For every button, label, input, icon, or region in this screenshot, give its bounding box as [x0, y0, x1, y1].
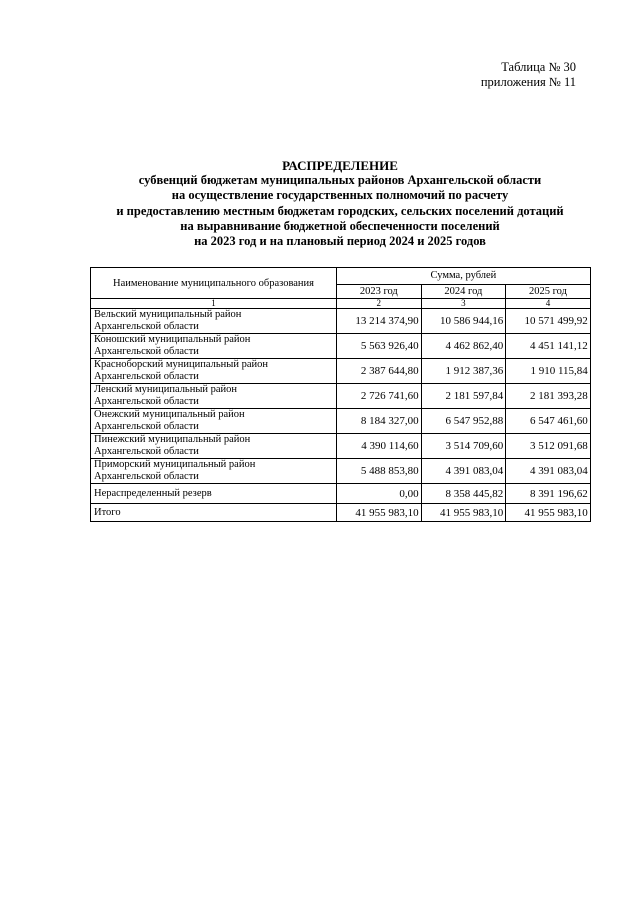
municipality-name-line1: Ленский муниципальный район	[94, 384, 238, 395]
document-title	[80, 158, 600, 249]
amount-2023: 5 563 926,40	[337, 334, 422, 359]
column-index: 2	[337, 299, 422, 309]
municipality-name	[91, 434, 337, 459]
amount-2025: 1 910 115,84	[506, 359, 591, 384]
table-row	[91, 384, 591, 409]
municipality-name-line1: Онежский муниципальный район	[94, 409, 245, 420]
amount-2024: 4 462 862,40	[421, 334, 506, 359]
appendix-table-number: Таблица № 30	[501, 60, 576, 74]
amount-2025: 3 512 091,68	[506, 434, 591, 459]
reserve-name: Нераспределенный резерв	[91, 484, 337, 504]
column-index: 4	[506, 299, 591, 309]
amount-2025: 4 451 141,12	[506, 334, 591, 359]
amount-2024: 4 391 083,04	[421, 459, 506, 484]
municipality-name-line2: Архангельской области	[94, 421, 199, 432]
municipality-name-line1: Пинежский муниципальный район	[94, 434, 251, 445]
amount-2023: 2 726 741,60	[337, 384, 422, 409]
title-heading: РАСПРЕДЕЛЕНИЕ	[282, 158, 398, 173]
title-line-1: субвенций бюджетам муниципальных районов Архангельской области	[138, 173, 542, 188]
municipality-name-line2: Архангельской области	[94, 321, 199, 332]
amount-2025: 6 547 461,60	[506, 409, 591, 434]
amount-2025: 2 181 393,28	[506, 384, 591, 409]
reserve-amount-2024: 8 358 445,82	[421, 484, 506, 504]
reserve-row	[91, 484, 591, 504]
amount-2024: 10 586 944,16	[421, 309, 506, 334]
amount-2024: 3 514 709,60	[421, 434, 506, 459]
appendix-reference	[481, 60, 576, 90]
reserve-amount-2023: 0,00	[337, 484, 422, 504]
municipality-name-line2: Архангельской области	[94, 471, 199, 482]
amount-2024: 1 912 387,36	[421, 359, 506, 384]
column-index: 3	[421, 299, 506, 309]
column-index: 1	[91, 299, 337, 309]
amount-2024: 6 547 952,88	[421, 409, 506, 434]
total-label: Итого	[91, 504, 337, 522]
municipality-name-line1: Красноборский муниципальный район	[94, 359, 268, 370]
total-row	[91, 504, 591, 522]
header-municipality-name: Наименование муниципального образования	[91, 268, 337, 299]
municipality-name-line2: Архангельской области	[94, 446, 199, 457]
municipality-name	[91, 409, 337, 434]
amount-2025: 10 571 499,92	[506, 309, 591, 334]
total-amount-2023: 41 955 983,10	[337, 504, 422, 522]
amount-2023: 4 390 114,60	[337, 434, 422, 459]
appendix-annex-number: приложения № 11	[480, 75, 576, 89]
municipality-name-line1: Вельский муниципальный район	[94, 309, 242, 320]
column-index-row	[91, 299, 591, 309]
municipality-name-line1: Приморский муниципальный район	[94, 459, 256, 470]
table-row	[91, 309, 591, 334]
table-row	[91, 334, 591, 359]
municipality-name-line2: Архангельской области	[94, 346, 199, 357]
title-line-2: на осуществление государственных полномочий по расчету	[171, 188, 509, 203]
header-year-2024: 2024 год	[421, 284, 506, 298]
amount-2023: 8 184 327,00	[337, 409, 422, 434]
amount-2024: 2 181 597,84	[421, 384, 506, 409]
municipality-name	[91, 309, 337, 334]
title-line-5: на 2023 год и на плановый период 2024 и 2025 годов	[194, 234, 486, 249]
municipality-name-line2: Архангельской области	[94, 371, 199, 382]
table-row	[91, 409, 591, 434]
header-sum: Сумма, рублей	[337, 268, 591, 285]
amount-2023: 2 387 644,80	[337, 359, 422, 384]
municipality-name	[91, 384, 337, 409]
total-amount-2025: 41 955 983,10	[506, 504, 591, 522]
table-row	[91, 359, 591, 384]
municipality-name-line2: Архангельской области	[94, 396, 199, 407]
municipality-name	[91, 334, 337, 359]
table-row	[91, 459, 591, 484]
amount-2023: 13 214 374,90	[337, 309, 422, 334]
amount-2023: 5 488 853,80	[337, 459, 422, 484]
header-year-2023: 2023 год	[337, 284, 422, 298]
municipality-name	[91, 459, 337, 484]
table-header-row	[91, 268, 591, 285]
title-line-4: на выравнивание бюджетной обеспеченности поселений	[180, 218, 500, 233]
table-row	[91, 434, 591, 459]
municipality-name-line1: Коношский муниципальный район	[94, 334, 251, 345]
title-line-3: и предоставлению местным бюджетам городских, сельских поселений дотаций	[116, 203, 564, 218]
distribution-table	[90, 267, 591, 522]
reserve-amount-2025: 8 391 196,62	[506, 484, 591, 504]
municipality-name	[91, 359, 337, 384]
amount-2025: 4 391 083,04	[506, 459, 591, 484]
total-amount-2024: 41 955 983,10	[421, 504, 506, 522]
header-year-2025: 2025 год	[506, 284, 591, 298]
